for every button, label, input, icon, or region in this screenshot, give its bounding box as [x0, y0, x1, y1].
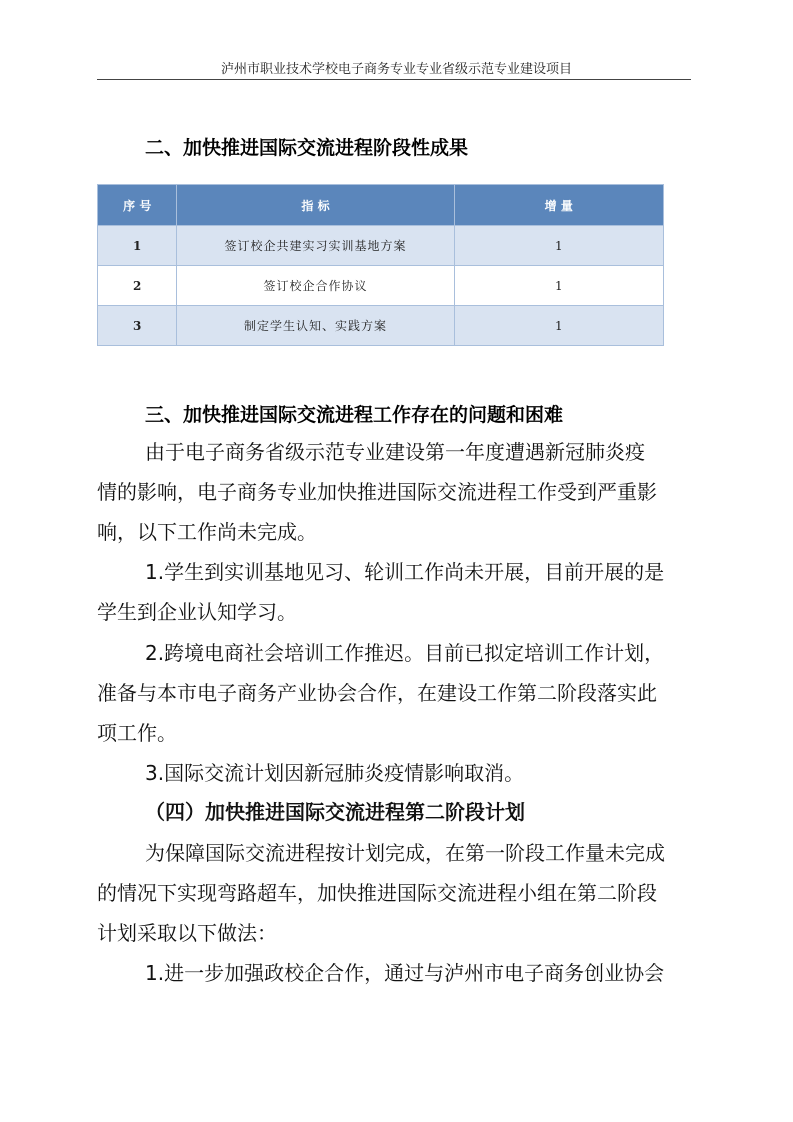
- paragraph-line: 响，以下工作尚未完成。: [97, 520, 317, 544]
- section-3-heading: 三、加快推进国际交流进程工作存在的问题和困难: [145, 404, 564, 426]
- row-indicator: 签订校企共建实习实训基地方案: [177, 226, 454, 266]
- table-row: [98, 226, 664, 266]
- section-4-heading: （四）加快推进国际交流进程第二阶段计划: [145, 800, 525, 824]
- header-indicator: 指 标: [177, 185, 454, 226]
- paragraph-line: 2.跨境电商社会培训工作推迟。目前已拟定培训工作计划，: [145, 641, 665, 665]
- row-indicator: 制定学生认知、实践方案: [177, 306, 454, 346]
- row-increment: 1: [454, 266, 663, 306]
- paragraph-line: 1.学生到实训基地见习、轮训工作尚未开展，目前开展的是: [145, 560, 665, 584]
- row-seq: 2: [98, 266, 177, 306]
- table-row: [98, 266, 664, 306]
- header-divider: [97, 79, 691, 80]
- paragraph-line: 情的影响，电子商务专业加快推进国际交流进程工作受到严重影: [97, 480, 657, 504]
- achievements-table: [97, 184, 664, 346]
- row-increment: 1: [454, 306, 663, 346]
- paragraph-line: 3.国际交流计划因新冠肺炎疫情影响取消。: [145, 761, 525, 785]
- row-increment: 1: [454, 226, 663, 266]
- paragraph-line: 由于电子商务省级示范专业建设第一年度遭遇新冠肺炎疫: [145, 440, 645, 464]
- row-seq: 3: [98, 306, 177, 346]
- paragraph-line: 计划采取以下做法：: [97, 921, 277, 945]
- table-header-row: [98, 185, 664, 226]
- page-header-title: 泸州市职业技术学校电子商务专业专业省级示范专业建设项目: [220, 62, 572, 77]
- paragraph-line: 1.进一步加强政校企合作，通过与泸州市电子商务创业协会: [145, 961, 665, 985]
- row-seq: 1: [98, 226, 177, 266]
- paragraph-line: 的情况下实现弯路超车，加快推进国际交流进程小组在第二阶段: [97, 881, 657, 905]
- header-increment: 增 量: [454, 185, 663, 226]
- paragraph-line: 准备与本市电子商务产业协会合作，在建设工作第二阶段落实此: [97, 681, 657, 705]
- paragraph-line: 项工作。: [97, 721, 177, 745]
- header-seq: 序 号: [98, 185, 177, 226]
- paragraph-line: 为保障国际交流进程按计划完成，在第一阶段工作量未完成: [145, 841, 665, 865]
- paragraph-line: 学生到企业认知学习。: [97, 600, 297, 624]
- table-row: [98, 306, 664, 346]
- row-indicator: 签订校企合作协议: [177, 266, 454, 306]
- section-2-heading: 二、加快推进国际交流进程阶段性成果: [145, 137, 469, 159]
